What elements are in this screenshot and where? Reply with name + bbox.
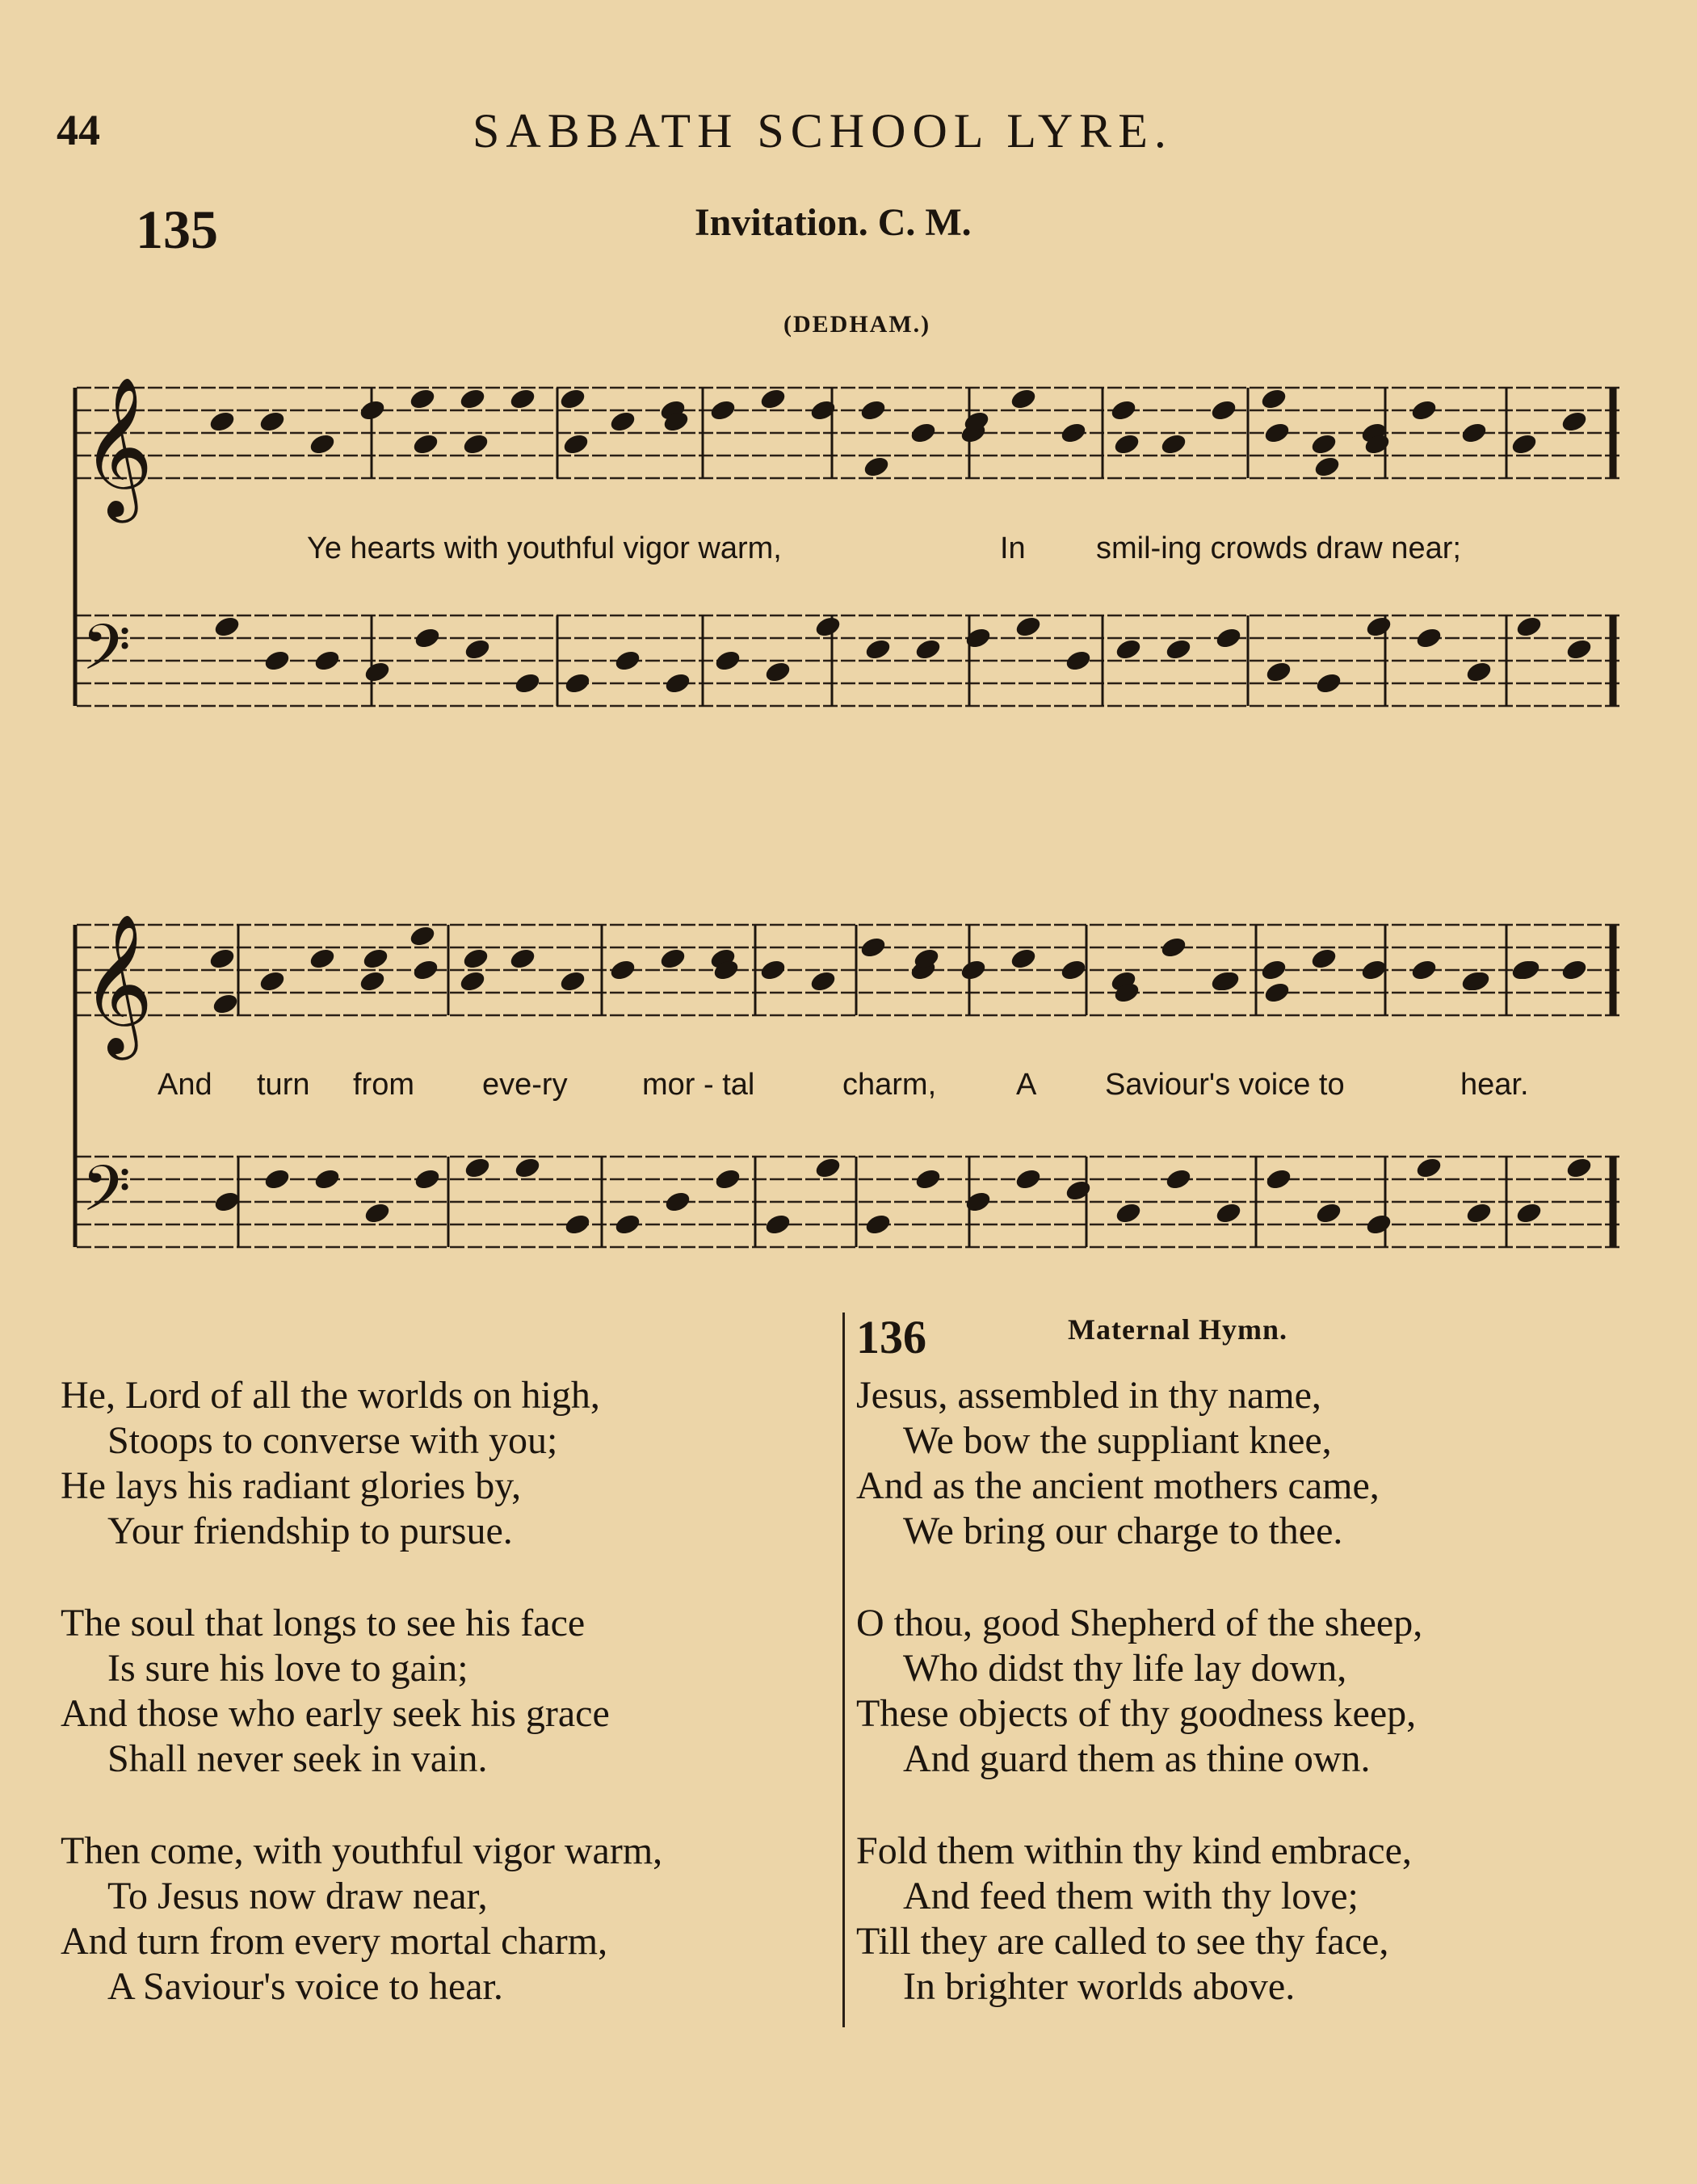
verse-line: To Jesus now draw near, (107, 1875, 488, 1917)
note-head (809, 969, 838, 994)
lyric-syllable: from (353, 1068, 414, 1102)
note-head (458, 969, 487, 994)
note-head (914, 637, 943, 662)
verse-line: Your friendship to pursue. (107, 1510, 513, 1552)
note-head (1364, 1212, 1393, 1237)
note-head (461, 947, 490, 972)
stanza (61, 1829, 820, 2010)
tune-name: (DEDHAM.) (783, 311, 931, 338)
note-head (1114, 1201, 1143, 1226)
note-head (909, 421, 938, 446)
note-head (258, 410, 287, 435)
note-head (413, 626, 442, 651)
stanza (61, 1373, 820, 1554)
note-head (862, 455, 891, 480)
verse-line: And those who early seek his grace (61, 1692, 610, 1735)
note-head (411, 432, 440, 457)
note-head (558, 387, 587, 412)
note-head (1009, 387, 1038, 412)
note-head (263, 1167, 292, 1192)
note-head (1565, 1156, 1594, 1181)
verse-line: And turn from every mortal charm, (61, 1920, 608, 1963)
bass-clef-icon: 𝄢 (82, 1153, 132, 1241)
note-head (1464, 1201, 1493, 1226)
verse-line: These objects of thy goodness keep, (856, 1692, 1417, 1735)
note-head (1159, 935, 1188, 960)
note-head (308, 432, 337, 457)
note-head (758, 958, 788, 983)
note-head (363, 1201, 392, 1226)
note-head (658, 947, 687, 972)
note-head (1560, 410, 1589, 435)
note-head (1014, 615, 1043, 640)
lyric-syllable: hear. (1460, 1068, 1529, 1102)
lyric-syllable: mor - tal (642, 1068, 755, 1102)
note-head (1009, 947, 1038, 972)
note-head (363, 660, 392, 685)
note-head (1264, 660, 1293, 685)
verse-line: We bow the suppliant knee, (903, 1419, 1332, 1462)
note-head (308, 947, 337, 972)
note-head (313, 649, 342, 674)
verse-line: Shall never seek in vain. (107, 1737, 488, 1780)
verse-line: The soul that longs to see his face (61, 1602, 586, 1644)
note-head (458, 387, 487, 412)
column-divider (842, 1312, 845, 2027)
note-head (1262, 421, 1292, 446)
note-head (863, 1212, 893, 1237)
note-head (708, 398, 737, 423)
note-head (663, 1190, 692, 1215)
note-head (558, 969, 587, 994)
note-head (1560, 958, 1589, 983)
note-head (212, 615, 242, 640)
hymn-135-title: Invitation. C. M. (695, 201, 972, 244)
note-head (763, 660, 792, 685)
note-head (1313, 455, 1342, 480)
verse-line: Jesus, assembled in thy name, (856, 1374, 1321, 1417)
hymn-136-number: 136 (856, 1311, 926, 1363)
note-head (563, 1212, 592, 1237)
lyric-syllable: smil-ing crowds draw near; (1096, 531, 1461, 565)
note-head (758, 387, 788, 412)
lyric-syllable: turn (257, 1068, 310, 1102)
verse-line: A Saviour's voice to hear. (107, 1965, 503, 2008)
note-head (1414, 1156, 1443, 1181)
hymn-135-text (61, 1373, 820, 2056)
verse-line: Stoops to converse with you; (107, 1419, 558, 1462)
note-head (1109, 398, 1138, 423)
note-head (208, 947, 237, 972)
note-head (1309, 947, 1338, 972)
treble-clef-icon: 𝄞 (82, 914, 153, 1054)
hymn-136-title: Maternal Hymn. (1068, 1313, 1287, 1346)
stanza (856, 1373, 1632, 1554)
note-head (813, 1156, 842, 1181)
note-head (613, 649, 642, 674)
note-head (1064, 649, 1093, 674)
note-head (1464, 660, 1493, 685)
stanza (61, 1601, 820, 1782)
verse-line: In brighter worlds above. (903, 1965, 1296, 2008)
verse-line: He lays his radiant glories by, (61, 1464, 522, 1507)
note-head (1059, 958, 1088, 983)
note-head (1164, 1167, 1193, 1192)
note-head (1059, 421, 1088, 446)
verse-line: We bring our charge to thee. (903, 1510, 1343, 1552)
note-head (1214, 626, 1243, 651)
note-head (1514, 1201, 1544, 1226)
note-head (508, 387, 537, 412)
note-head (1364, 615, 1393, 640)
running-head: SABBATH SCHOOL LYRE. (473, 104, 1173, 158)
verse-line: Is sure his love to gain; (107, 1647, 468, 1690)
note-head (959, 958, 988, 983)
hymn-136-text (856, 1373, 1632, 2056)
note-head (663, 671, 692, 696)
note-head (763, 1212, 792, 1237)
note-head (463, 637, 492, 662)
hymn-135-number: 135 (136, 199, 218, 260)
lyric-syllable: In (1000, 531, 1026, 565)
note-head (411, 958, 440, 983)
note-head (713, 649, 742, 674)
note-head (713, 1167, 742, 1192)
lyric-syllable: Ye hearts with youthful vigor warm, (307, 531, 782, 565)
note-head (1409, 958, 1439, 983)
note-head (561, 432, 590, 457)
note-head (461, 432, 490, 457)
verse-line: And feed them with thy love; (903, 1875, 1359, 1917)
note-head (313, 1167, 342, 1192)
note-head (1262, 981, 1292, 1006)
note-head (914, 1167, 943, 1192)
note-head (1409, 398, 1439, 423)
note-head (1159, 432, 1188, 457)
lyric-syllable: eve-ry (482, 1068, 568, 1102)
note-head (1565, 637, 1594, 662)
verse-line: And guard them as thine own. (903, 1737, 1371, 1780)
note-head (1214, 1201, 1243, 1226)
verse-line: He, Lord of all the worlds on high, (61, 1374, 600, 1417)
note-head (463, 1156, 492, 1181)
note-head (1014, 1167, 1043, 1192)
note-head (358, 969, 387, 994)
treble-clef-icon: 𝄞 (82, 376, 153, 517)
note-head (1164, 637, 1193, 662)
note-head (258, 969, 287, 994)
bass-clef-icon: 𝄢 (82, 611, 132, 700)
note-head (608, 958, 637, 983)
page-number: 44 (57, 106, 100, 154)
note-head (1314, 671, 1343, 696)
verse-line: Then come, with youthful vigor warm, (61, 1829, 663, 1872)
lyric-syllable: charm, (842, 1068, 937, 1102)
lyric-syllable: And (158, 1068, 212, 1102)
note-head (1114, 637, 1143, 662)
note-head (212, 1190, 242, 1215)
stanza (856, 1829, 1632, 2010)
note-head (1259, 958, 1288, 983)
verse-line: Fold them within thy kind embrace, (856, 1829, 1412, 1872)
note-head (859, 935, 888, 960)
note-head (1460, 421, 1489, 446)
note-head (1359, 958, 1388, 983)
note-head (513, 671, 542, 696)
note-head (208, 410, 237, 435)
note-head (1209, 398, 1238, 423)
note-head (1514, 615, 1544, 640)
note-head (408, 924, 437, 949)
note-head (1264, 1167, 1293, 1192)
note-head (508, 947, 537, 972)
note-head (608, 410, 637, 435)
lyric-syllable: Saviour's voice to (1105, 1068, 1345, 1102)
note-head (1510, 432, 1539, 457)
note-head (813, 615, 842, 640)
note-head (1112, 432, 1141, 457)
note-head (1064, 1178, 1093, 1203)
note-head (413, 1167, 442, 1192)
note-head (1259, 387, 1288, 412)
verse-line: Till they are called to see thy face, (856, 1920, 1389, 1963)
note-head (263, 649, 292, 674)
verse-line: O thou, good Shepherd of the sheep, (856, 1602, 1423, 1644)
note-head (1314, 1201, 1343, 1226)
note-head (613, 1212, 642, 1237)
note-head (859, 398, 888, 423)
note-head (513, 1156, 542, 1181)
lyric-syllable: A (1016, 1068, 1037, 1102)
note-head (361, 947, 390, 972)
verse-line: Who didst thy life lay down, (903, 1647, 1347, 1690)
note-head (563, 671, 592, 696)
note-head (408, 387, 437, 412)
stanza (856, 1601, 1632, 1782)
note-head (1309, 432, 1338, 457)
note-head (863, 637, 893, 662)
note-head (211, 992, 240, 1017)
verse-line: And as the ancient mothers came, (856, 1464, 1380, 1507)
note-head (1414, 626, 1443, 651)
